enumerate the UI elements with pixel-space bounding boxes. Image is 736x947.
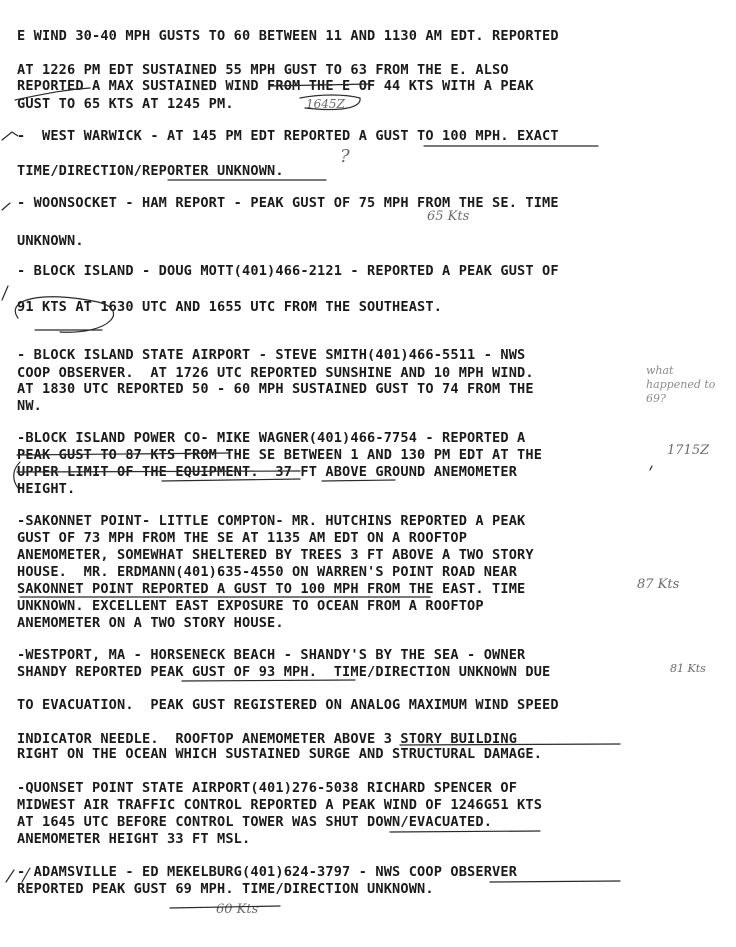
text-line: TIME/DIRECTION/REPORTER UNKNOWN. bbox=[17, 163, 284, 179]
text-line: SHANDY REPORTED PEAK GUST OF 93 MPH. TIME/DIRECTION UNKNOWN DUE bbox=[17, 664, 551, 680]
text-line: E WIND 30-40 MPH GUSTS TO 60 BETWEEN 11 AND 1130 AM EDT. REPORTED bbox=[17, 28, 559, 44]
text-line: COOP OBSERVER. AT 1726 UTC REPORTED SUNSHINE AND 10 MPH WIND. bbox=[17, 365, 534, 381]
text-line: HOUSE. MR. ERDMANN(401)635-4550 ON WARREN'S POINT ROAD NEAR bbox=[17, 564, 518, 580]
text-line: - BLOCK ISLAND STATE AIRPORT - STEVE SMITH(401)466-5511 - NWS bbox=[17, 347, 526, 363]
text-line: - BLOCK ISLAND - DOUG MOTT(401)466-2121 - REPORTED A PEAK GUST OF bbox=[17, 263, 559, 279]
text-line: -SAKONNET POINT- LITTLE COMPTON- MR. HUTCHINS REPORTED A PEAK bbox=[17, 513, 526, 529]
text-line: GUST OF 73 MPH FROM THE SE AT 1135 AM EDT ON A ROOFTOP bbox=[17, 530, 468, 546]
text-line: UNKNOWN. EXCELLENT EAST EXPOSURE TO OCEAN FROM A ROOFTOP bbox=[17, 598, 484, 614]
handwritten-note: 81 Kts bbox=[670, 662, 706, 675]
text-line: MIDWEST AIR TRAFFIC CONTROL REPORTED A PEAK WIND OF 1246G51 KTS bbox=[17, 797, 543, 813]
handwritten-note: 87 Kts bbox=[637, 577, 680, 592]
text-line: UNKNOWN. bbox=[17, 233, 84, 249]
text-line: 91 KTS AT 1630 UTC AND 1655 UTC FROM THE SOUTHEAST. bbox=[17, 299, 443, 315]
text-line: ANEMOMETER HEIGHT 33 FT MSL. bbox=[17, 831, 251, 847]
handwritten-note: ? bbox=[340, 146, 350, 167]
text-line: REPORTED PEAK GUST 69 MPH. TIME/DIRECTION UNKNOWN. bbox=[17, 881, 434, 897]
text-line: RIGHT ON THE OCEAN WHICH SUSTAINED SURGE AND STRUCTURAL DAMAGE. bbox=[17, 746, 543, 762]
text-line: UPPER LIMIT OF THE EQUIPMENT. 37 FT ABOVE GROUND ANEMOMETER bbox=[17, 464, 518, 480]
handwritten-note: what happened to 69? bbox=[646, 364, 716, 405]
text-line: AT 1645 UTC BEFORE CONTROL TOWER WAS SHUT DOWN/EVACUATED. bbox=[17, 814, 493, 830]
text-line: -BLOCK ISLAND POWER CO- MIKE WAGNER(401)466-7754 - REPORTED A bbox=[17, 430, 526, 446]
text-line: - WOONSOCKET - HAM REPORT - PEAK GUST OF 75 MPH FROM THE SE. TIME bbox=[17, 195, 559, 211]
text-line: -WESTPORT, MA - HORSENECK BEACH - SHANDY'S BY THE SEA - OWNER bbox=[17, 647, 526, 663]
text-line: ANEMOMETER ON A TWO STORY HOUSE. bbox=[17, 615, 284, 631]
handwritten-note: 1715Z bbox=[667, 443, 710, 458]
text-line: -QUONSET POINT STATE AIRPORT(401)276-5038 RICHARD SPENCER OF bbox=[17, 780, 518, 796]
text-line: INDICATOR NEEDLE. ROOFTOP ANEMOMETER ABOVE 3 STORY BUILDING bbox=[17, 731, 518, 747]
handwritten-note: 1645Z bbox=[306, 97, 345, 111]
text-line: - WEST WARWICK - AT 145 PM EDT REPORTED A GUST TO 100 MPH. EXACT bbox=[17, 128, 559, 144]
text-line: HEIGHT. bbox=[17, 481, 76, 497]
text-line: NW. bbox=[17, 398, 43, 414]
text-line: - ADAMSVILLE - ED MEKELBURG(401)624-3797 - NWS COOP OBSERVER bbox=[17, 864, 518, 880]
text-line: AT 1830 UTC REPORTED 50 - 60 MPH SUSTAINED GUST TO 74 FROM THE bbox=[17, 381, 534, 397]
handwritten-note: 60 Kts bbox=[216, 902, 259, 917]
text-line: REPORTED A MAX SUSTAINED WIND FROM THE E OF 44 KTS WITH A PEAK bbox=[17, 78, 534, 94]
text-line: PEAK GUST TO 87 KTS FROM THE SE BETWEEN 1 AND 130 PM EDT AT THE bbox=[17, 447, 543, 463]
text-line: GUST TO 65 KTS AT 1245 PM. bbox=[17, 96, 234, 112]
handwritten-note: 65 Kts bbox=[427, 209, 470, 224]
text-line: SAKONNET POINT REPORTED A GUST TO 100 MPH FROM THE EAST. TIME bbox=[17, 581, 526, 597]
text-line: TO EVACUATION. PEAK GUST REGISTERED ON ANALOG MAXIMUM WIND SPEED bbox=[17, 697, 559, 713]
text-line: ANEMOMETER, SOMEWHAT SHELTERED BY TREES 3 FT ABOVE A TWO STORY bbox=[17, 547, 534, 563]
text-line: AT 1226 PM EDT SUSTAINED 55 MPH GUST TO 63 FROM THE E. ALSO bbox=[17, 62, 509, 78]
